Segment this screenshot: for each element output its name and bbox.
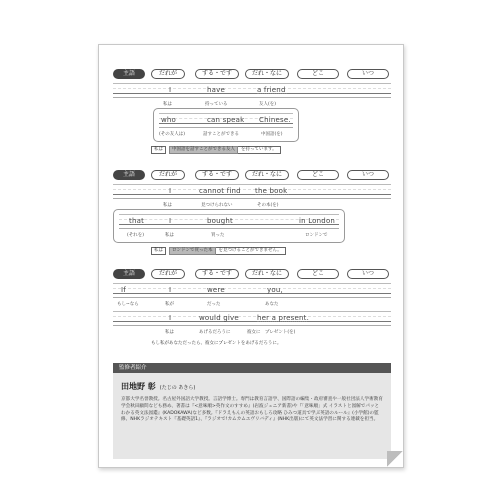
writing-line bbox=[113, 184, 391, 198]
column-header-row: 主語 だれが する・です だれ・なに どこ いつ bbox=[99, 269, 404, 280]
word-i: I bbox=[169, 86, 172, 94]
column-when: いつ bbox=[347, 69, 389, 79]
column-header-row: 主語 だれが する・です だれ・なに どこ いつ bbox=[99, 170, 404, 181]
summary-sentence-3: もし私があなただったら、彼女にプレゼントをあげるだろうに。 bbox=[151, 341, 282, 346]
summary-sentence-2: 私は ロンドンで買った本 を見つけることができません。 bbox=[151, 247, 286, 255]
column-header-row bbox=[99, 69, 404, 80]
writing-line bbox=[113, 311, 391, 325]
column-do: する・です bbox=[195, 69, 239, 79]
column-where: どこ bbox=[297, 69, 339, 79]
profile-header: 監修者紹介 bbox=[113, 363, 391, 373]
profile-name: 田地野 彰 (たじの あきら) bbox=[121, 382, 196, 391]
page-curl bbox=[387, 451, 403, 467]
column-subject: 主語 bbox=[113, 69, 145, 79]
profile-box bbox=[113, 373, 391, 459]
word-a-friend: a friend bbox=[257, 86, 286, 94]
word-have: have bbox=[207, 86, 225, 94]
summary-sentence-1: 私は 中国語を話すことができる友人 を持っています。 bbox=[151, 146, 281, 154]
column-what: だれ・なに bbox=[245, 69, 289, 79]
column-who: だれが bbox=[151, 69, 185, 79]
profile-body: 京都大学名誉教授。名古屋外国語大学教授。言語学博士。専門は教育言語学、国際語の編集・政府審査や一般社団法人学術教育学会秋田顧問なども務め、著書は『<意味順>英作文のすすめ』(岩波ジュニア新書)や『「意味順」式 イラストと図解でパッとわかる英文法図鑑』(KADOKAWA)など多数。『ドラえもんの英語おもしろ攻略 ひみつ道具で学ぶ英語のルール』(小学館)の監修、NHKラジオテキスト『基礎英語1』、『ラジオで!カムカムエヴリバディ』(NHK出版)にて英文法学習に関する連載を担当。 bbox=[121, 397, 383, 423]
writing-line bbox=[113, 283, 391, 297]
textbook-page: 主語 だれが する・です だれ・なに どこ いつ I have a friend 私は 持っている 友人(を) who can speak Chinese. (その友人は) 話すことができる 中国語(を) 私は 中国語を話すことができる友人 を持っています。 主語 だれが する・です だれ・なに どこ いつ I cannot find the book 私は 見つけられない その本(を) that I bought in London (それを) 私は 買った ロンドンで 私は ロンドンで買った本 を見つけることができません。 主語 だれが する・です だれ・なに どこ いつ If I were you, もし~なら 私が だった あなた I would give her a present. 私は あげるだろうに 彼女に プレゼント(を) もし私があなただったら、彼女にプレゼントをあげるだろうに。 監修者紹介 田地野 彰 (たじの あきら) 京都大学名誉教授。名古屋外国語大学教授。言語学博士。専門は教育言語学、国際語の編集・政府審査や一般社団法人学術教育学会秋田顧問なども務め、著書は『<意味順>英作文のすすめ』(岩波ジュニア新書)や『「意味順」式 イラストと図解でパッとわかる英文法図鑑』(KADOKAWA)など多数。『ドラえもんの英語おもしろ攻略 ひみつ道具で学ぶ英語のルール』(小学館)の監修、NHKラジオテキスト『基礎英語1』、『ラジオで!カムカムエヴリバディ』(NHK出版)にて英文法学習に関する連載を担当。 bbox=[98, 44, 404, 468]
writing-line bbox=[113, 83, 391, 97]
